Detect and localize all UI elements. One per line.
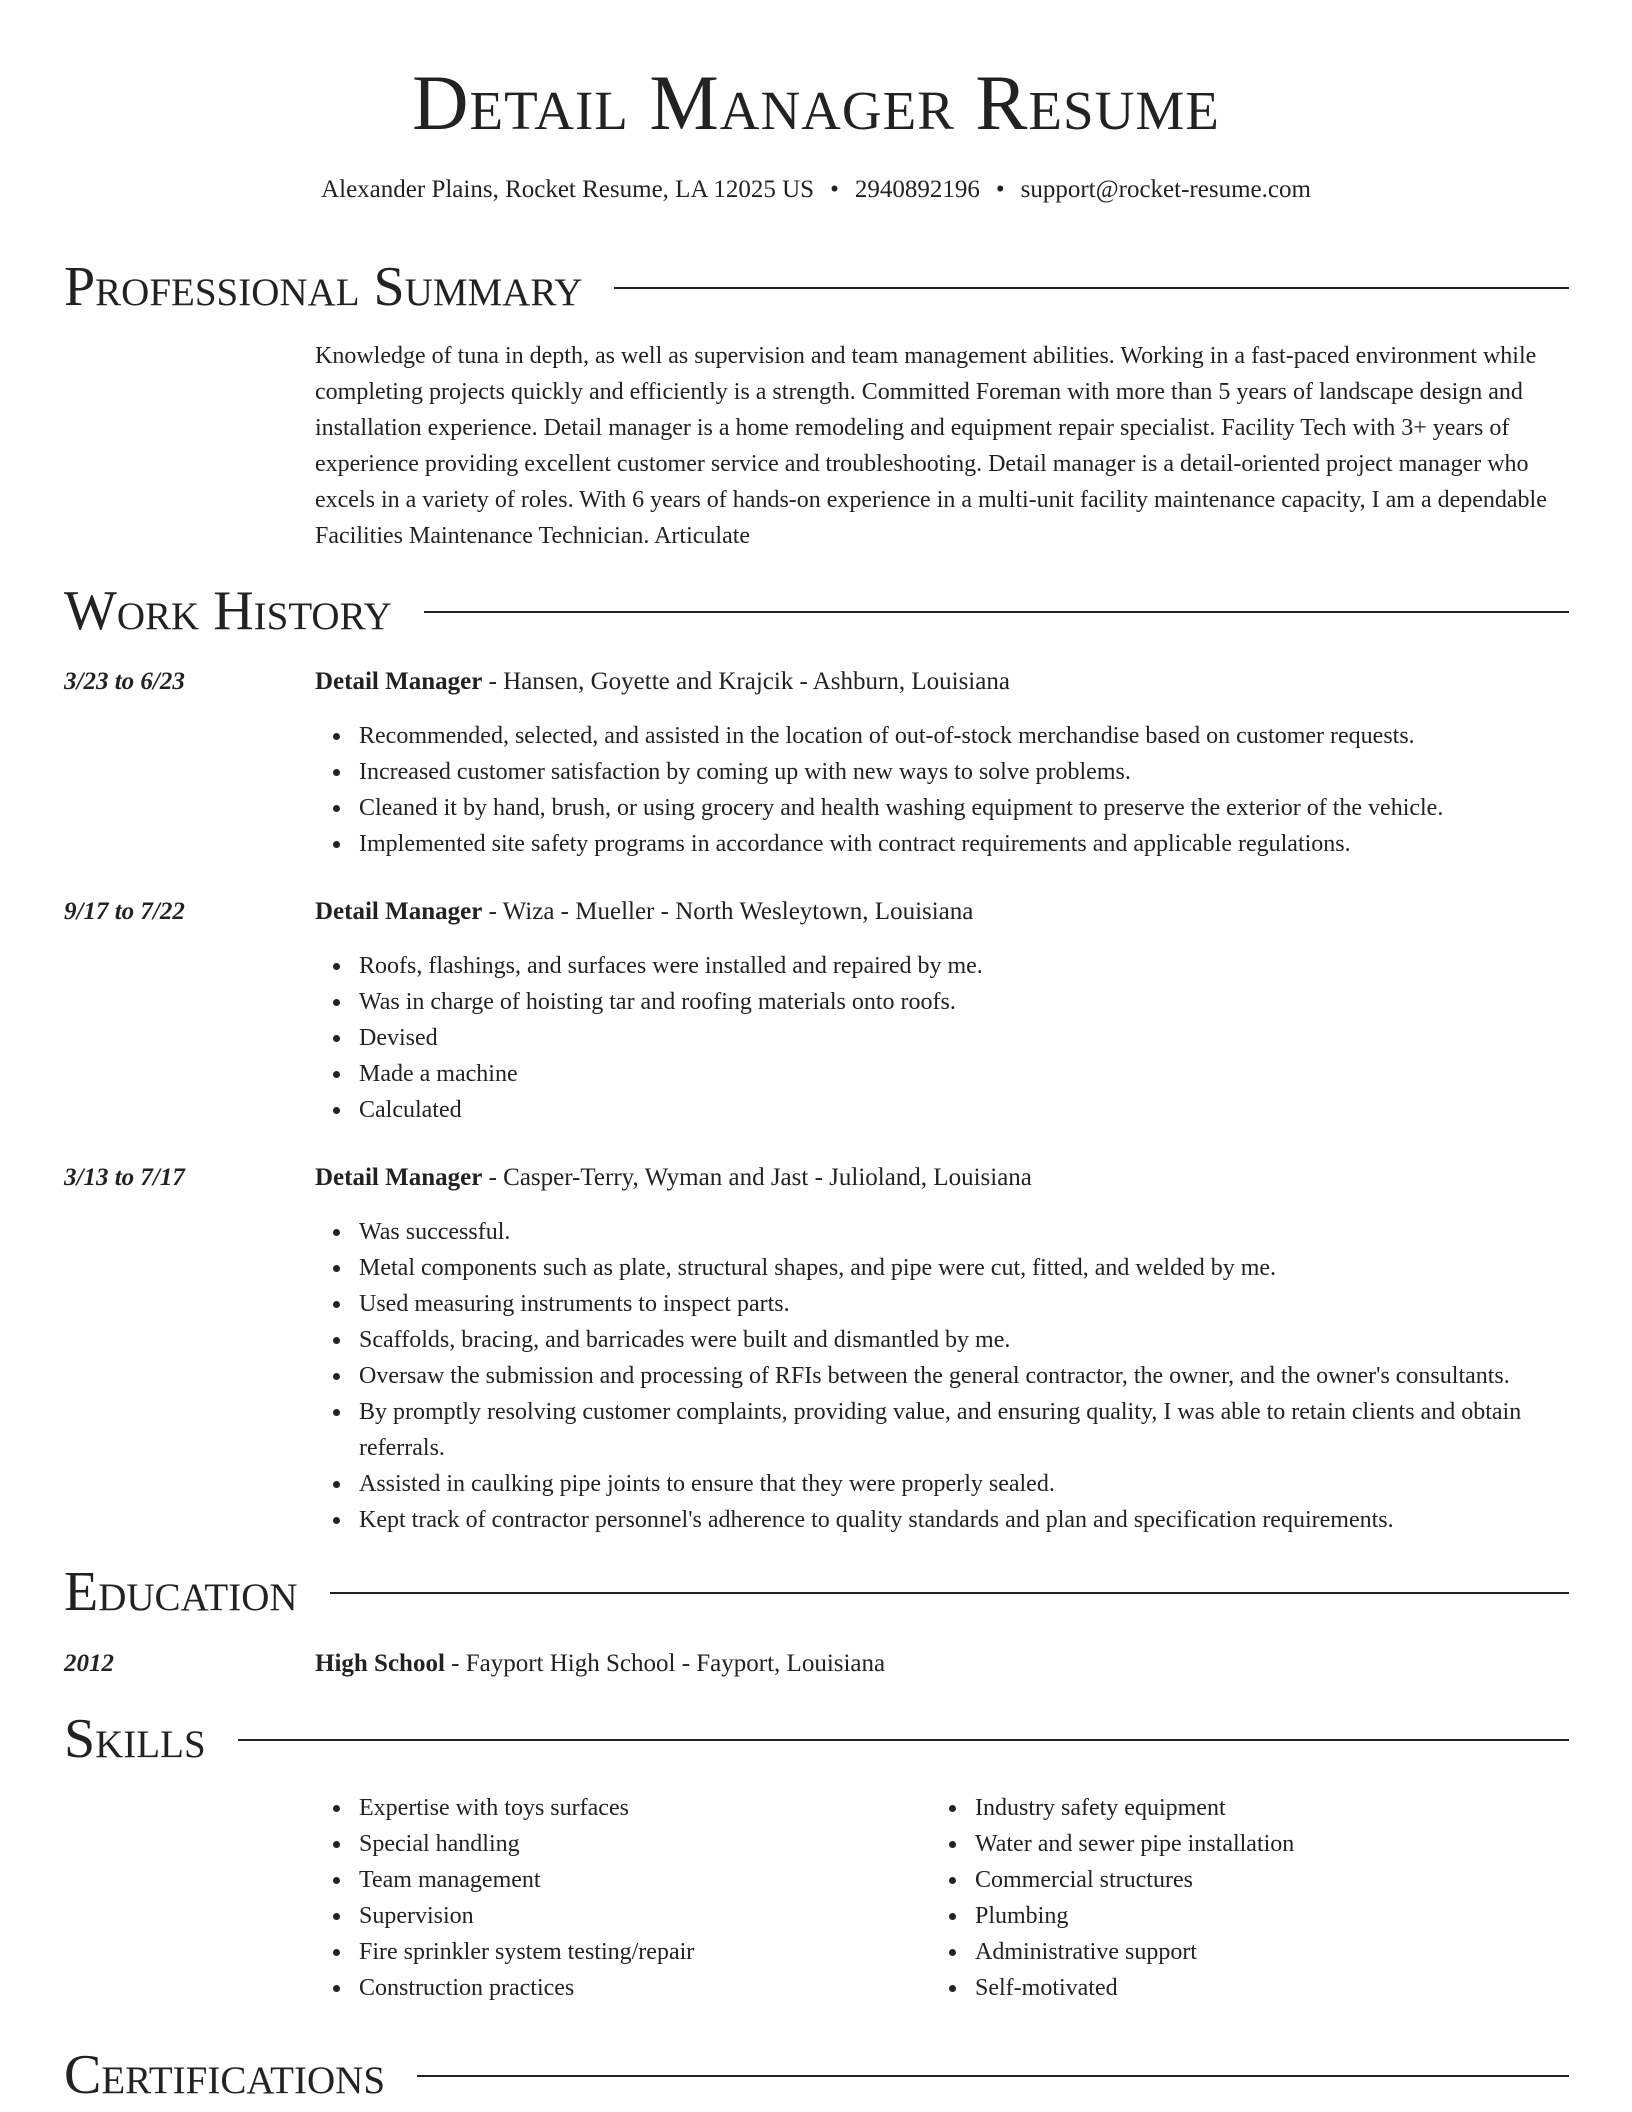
section-divider: [330, 1592, 1569, 1594]
job-header: [315, 1160, 1569, 1196]
job-bullet: Oversaw the submission and processing of RFIs between the general contractor, the owner, and the owner's consultants.: [359, 1358, 1613, 1394]
work-section-heading: [64, 576, 1569, 646]
skill-item: Water and sewer pipe installation: [975, 1826, 1535, 1862]
job-dates: 3/13 to 7/17: [64, 1164, 185, 1191]
section-divider: [417, 2075, 1569, 2077]
contact-address: Alexander Plains, Rocket Resume, LA 12025 US: [321, 176, 815, 203]
section-divider: [424, 611, 1569, 613]
job-bullet: Recommended, selected, and assisted in the location of out-of-stock merchandise based on customer requests.: [359, 718, 1613, 754]
education-year: 2012: [64, 1650, 114, 1677]
contact-email: support@rocket-resume.com: [1020, 176, 1311, 203]
contact-phone: 2940892196: [854, 176, 980, 203]
contact-line: [0, 173, 1632, 207]
skill-item: Administrative support: [975, 1934, 1535, 1970]
certifications-heading: Certifications: [64, 2044, 386, 2106]
resume-title: Detail Manager Resume: [412, 59, 1220, 146]
education-heading: Education: [64, 1561, 298, 1623]
skill-item: Industry safety equipment: [975, 1790, 1535, 1826]
job-header: [315, 664, 1569, 700]
job-bullet: Was successful.: [359, 1214, 1613, 1250]
education-school: - Fayport High School - Fayport, Louisiana: [444, 1650, 886, 1677]
job-bullet: Implemented site safety programs in accordance with contract requirements and applicable regulations.: [359, 826, 1613, 862]
education-section-heading: [64, 1557, 1569, 1627]
skill-item: Self-motivated: [975, 1970, 1535, 2006]
job-bullet: Metal components such as plate, structural shapes, and pipe were cut, fitted, and welded by me.: [359, 1250, 1613, 1286]
job-bullet: Devised: [359, 1020, 1613, 1056]
skills-section-heading: [64, 1704, 1569, 1774]
skill-item: Fire sprinkler system testing/repair: [359, 1934, 919, 1970]
job-bullet: Assisted in caulking pipe joints to ensure that they were properly sealed.: [359, 1466, 1613, 1502]
job-title: Detail Manager: [315, 1164, 483, 1191]
job-dates: 9/17 to 7/22: [64, 898, 185, 925]
job-employer: - Wiza - Mueller - North Wesleytown, Louisiana: [482, 898, 974, 925]
job-bullet: Was in charge of hoisting tar and roofing materials onto roofs.: [359, 984, 1613, 1020]
summary-text: Knowledge of tuna in depth, as well as supervision and team management abilities. Working in a fast-paced environment while completing projects quickly and efficiently is a strength. Committed Foreman with more than 5 years of landscape design and installation experience. Detail manager is a home remodeling and equipment repair specialist. Facility Tech with 3+ years of experience providing excellent customer service and troubleshooting. Detail manager is a detail-oriented project manager who excels in a variety of roles. With 6 years of hands-on experience in a multi-unit facility maintenance capacity, I am a dependable Facilities Maintenance Technician. Articulate: [315, 343, 1547, 549]
job-title: Detail Manager: [315, 898, 483, 925]
contact-separator: •: [830, 176, 839, 203]
section-divider: [238, 1739, 1569, 1741]
skill-item: Commercial structures: [975, 1862, 1535, 1898]
job-bullets: [315, 718, 1613, 862]
work-heading: Work History: [64, 580, 392, 642]
skills-list-right: [931, 1790, 1535, 2006]
job-bullet: Roofs, flashings, and surfaces were installed and repaired by me.: [359, 948, 1613, 984]
contact-separator: •: [995, 176, 1005, 203]
skill-item: Team management: [359, 1862, 919, 1898]
job-header: [315, 894, 1569, 930]
education-degree: High School: [315, 1650, 445, 1677]
job-bullet: Made a machine: [359, 1056, 1613, 1092]
education-entry: [315, 1646, 1569, 1682]
skill-item: Construction practices: [359, 1970, 919, 2006]
summary-section-heading: [64, 252, 1569, 322]
job-dates: 3/23 to 6/23: [64, 668, 185, 695]
job-bullets: [315, 948, 1613, 1128]
skill-item: Supervision: [359, 1898, 919, 1934]
job-bullets: [315, 1214, 1613, 1538]
skill-item: Special handling: [359, 1826, 919, 1862]
job-bullet: Scaffolds, bracing, and barricades were built and dismantled by me.: [359, 1322, 1613, 1358]
skills-list-left: [315, 1790, 919, 2006]
job-bullet: Kept track of contractor personnel's adherence to quality standards and plan and specification requirements.: [359, 1502, 1613, 1538]
job-employer: - Casper-Terry, Wyman and Jast - Julioland, Louisiana: [482, 1164, 1032, 1191]
certifications-section-heading: [64, 2040, 1569, 2110]
skills-heading: Skills: [64, 1708, 206, 1770]
job-employer: - Hansen, Goyette and Krajcik - Ashburn, Louisiana: [482, 668, 1010, 695]
skill-item: Expertise with toys surfaces: [359, 1790, 919, 1826]
job-bullet: By promptly resolving customer complaints, providing value, and ensuring quality, I was able to retain clients and obtain referrals.: [359, 1394, 1613, 1466]
section-divider: [614, 287, 1569, 289]
summary-heading: Professional Summary: [64, 256, 583, 318]
skill-item: Plumbing: [975, 1898, 1535, 1934]
job-bullet: Used measuring instruments to inspect parts.: [359, 1286, 1613, 1322]
job-title: Detail Manager: [315, 668, 483, 695]
job-bullet: Calculated: [359, 1092, 1613, 1128]
job-bullet: Cleaned it by hand, brush, or using grocery and health washing equipment to preserve the exterior of the vehicle.: [359, 790, 1613, 826]
job-bullet: Increased customer satisfaction by coming up with new ways to solve problems.: [359, 754, 1613, 790]
